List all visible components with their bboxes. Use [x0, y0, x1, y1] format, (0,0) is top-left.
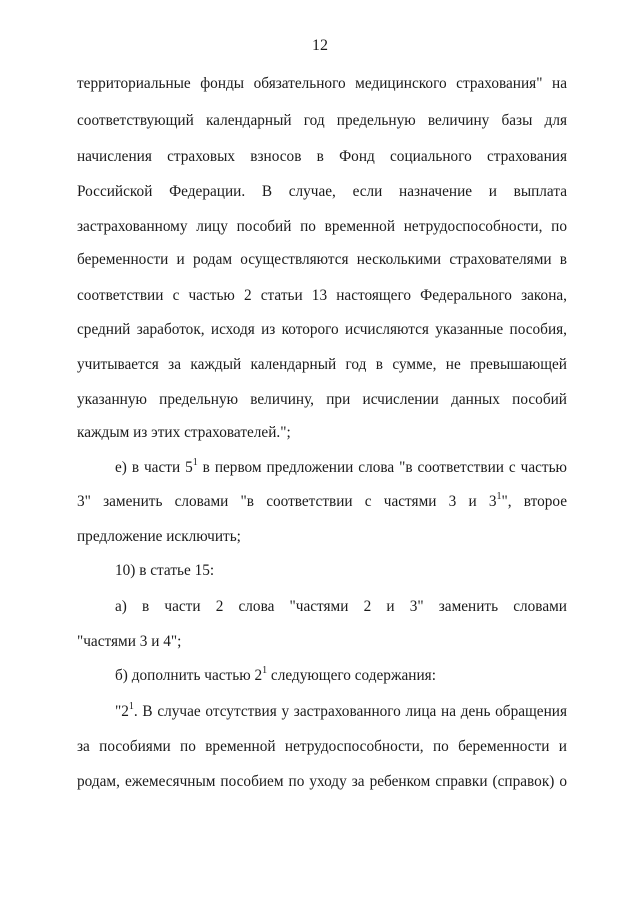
text-line [115, 666, 436, 686]
text-line: начисления страховых взносов в Фонд социального страхования [77, 148, 567, 165]
text-line: беременности и родам осуществляются несколькими страхователями в [77, 251, 567, 268]
text-line: Российской Федерации. В случае, если назначение и выплата [77, 183, 567, 200]
text-line [115, 702, 567, 722]
text-line [115, 458, 567, 478]
text-line: 10) в статье 15: [115, 562, 215, 579]
superscript: 1 [262, 664, 268, 676]
text-line: предложение исключить; [77, 528, 241, 545]
text-span: б) дополнить частью 2 [115, 667, 263, 684]
text-line: соответствующий календарный год предельную величину базы для [77, 112, 567, 129]
text-span: ", второе [501, 493, 568, 510]
text-line: указанную предельную величину, при исчислении данных пособий [77, 391, 567, 408]
text-line: за пособиями по временной нетрудоспособности, по беременности и [77, 738, 567, 755]
text-line: каждым из этих страхователей."; [77, 424, 291, 441]
superscript: 1 [496, 490, 502, 502]
text-line: соответствии с частью 2 статьи 13 настоящего Федерального закона, [77, 287, 567, 304]
text-span: е) в части 5 [115, 459, 193, 476]
text-line: учитывается за каждый календарный год в сумме, не превышающей [77, 356, 567, 373]
superscript: 1 [192, 456, 198, 468]
page-number: 12 [312, 37, 328, 54]
text-line: а) в части 2 слова "частями 2 и 3" заменить словами [115, 598, 567, 615]
text-span: в первом предложении слова "в соответствии с частью [197, 459, 567, 476]
text-span: следующего содержания: [267, 667, 436, 684]
text-line [77, 492, 567, 512]
text-line: застрахованному лицу пособий по временной нетрудоспособности, по [77, 218, 567, 235]
text-span: 3" заменить словами "в соответствии с частями 3 и 3 [77, 493, 497, 510]
text-span: "2 [115, 703, 129, 720]
text-span: . В случае отсутствия у застрахованного лица на день обращения [133, 703, 567, 720]
text-line: территориальные фонды обязательного медицинского страхования" на [77, 75, 567, 92]
text-line: средний заработок, исходя из которого исчисляются указанные пособия, [77, 321, 567, 338]
text-line: "частями 3 и 4"; [77, 633, 182, 650]
superscript: 1 [128, 700, 134, 712]
text-line: родам, ежемесячным пособием по уходу за ребенком справки (справок) о [77, 773, 567, 790]
